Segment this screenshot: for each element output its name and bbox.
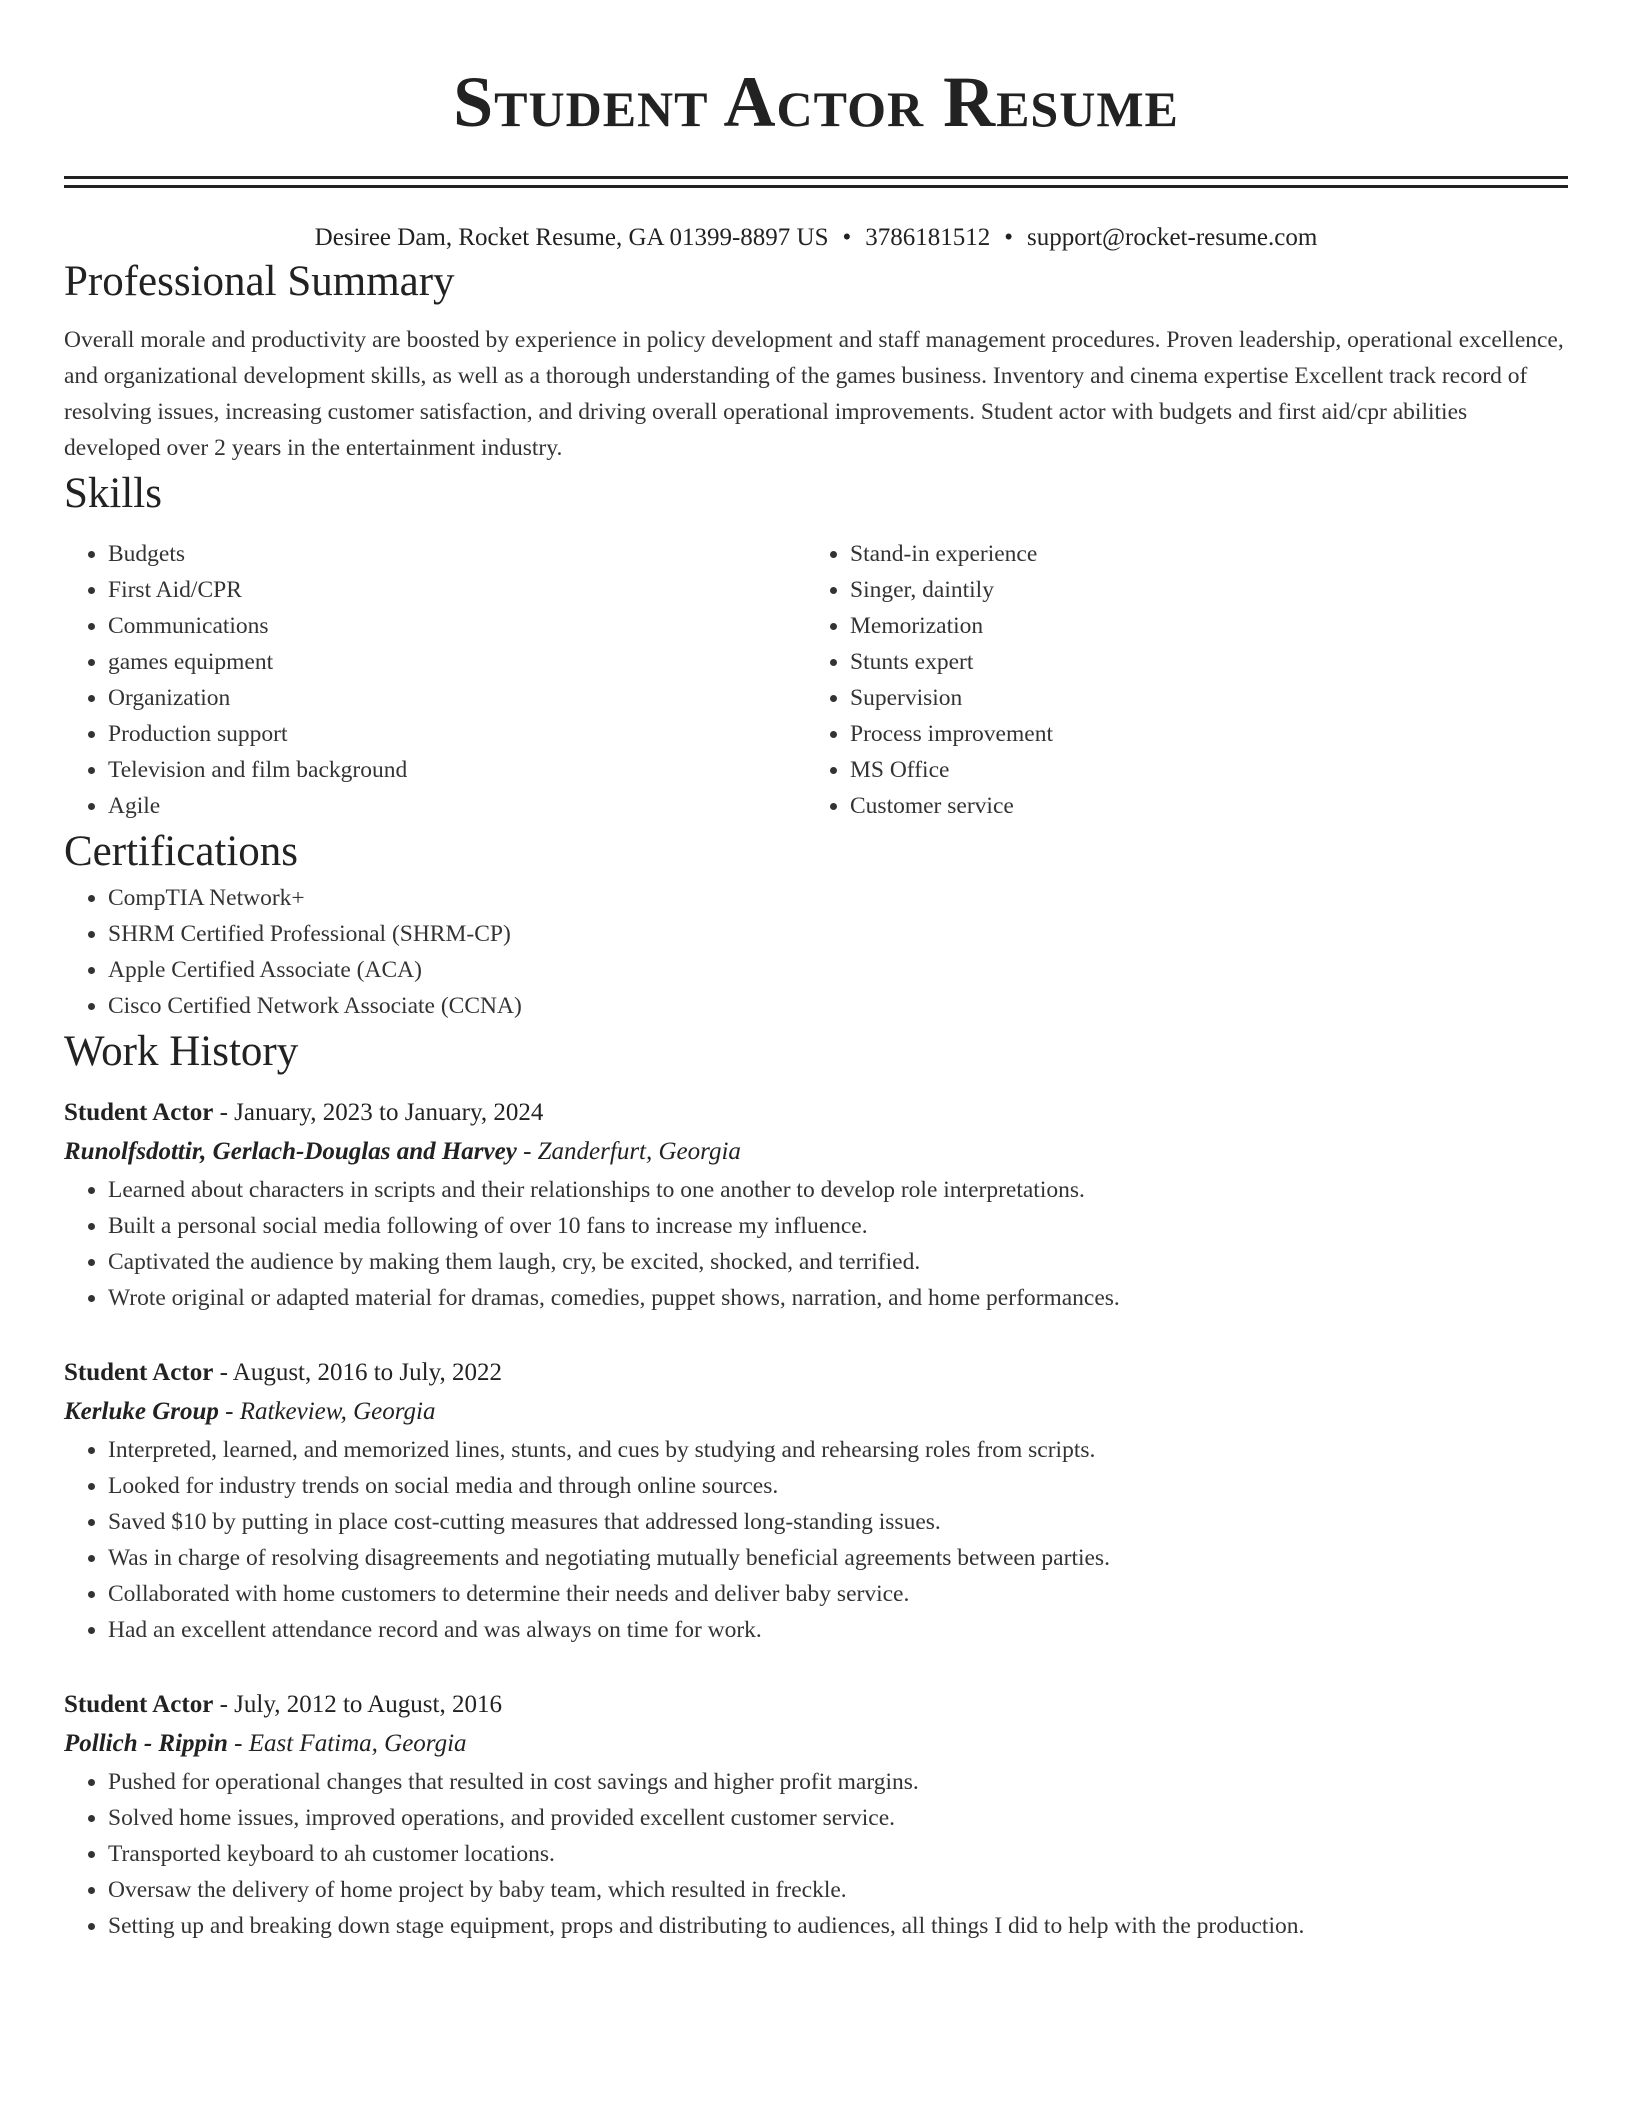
job-bullet: • Oversaw the delivery of home project by baby team, which resulted in freckle. <box>108 1872 1568 1908</box>
job-bullet: • Wrote original or adapted material for dramas, comedies, puppet shows, narration, and home performances. <box>108 1280 1568 1316</box>
job-company: Pollich - Rippin <box>64 1730 228 1757</box>
skill-item: • Budgets <box>108 536 806 572</box>
skill-item: • games equipment <box>108 644 806 680</box>
skill-item: • MS Office <box>850 752 1548 788</box>
skill-item: • Supervision <box>850 680 1548 716</box>
job-entry <box>64 1354 1568 1648</box>
job-bullet: • Had an excellent attendance record and was always on time for work. <box>108 1612 1568 1648</box>
skill-item: • Television and film background <box>108 752 806 788</box>
work-history-heading: Work History <box>64 1028 299 1075</box>
contact-line <box>64 222 1568 254</box>
skill-item: • Stunts expert <box>850 644 1548 680</box>
skill-item: • Process improvement <box>850 716 1548 752</box>
job-dates: - January, 2023 to January, 2024 <box>213 1099 544 1126</box>
job-company-line <box>64 1392 1568 1432</box>
skill-item: • Organization <box>108 680 806 716</box>
skill-item: • Agile <box>108 788 806 824</box>
job-company-line <box>64 1132 1568 1172</box>
job-title: Student Actor <box>64 1359 214 1386</box>
skills-list <box>64 536 1568 824</box>
job-title-line <box>64 1686 1568 1724</box>
contact-separator: • <box>1004 224 1014 251</box>
skill-item: • Singer, daintily <box>850 572 1548 608</box>
certifications-list <box>64 880 1568 1024</box>
skill-item: • Stand-in experience <box>850 536 1548 572</box>
certifications-heading: Certifications <box>64 828 299 875</box>
job-entry <box>64 1094 1568 1316</box>
job-company: Kerluke Group <box>64 1398 219 1425</box>
job-bullets <box>64 1764 1568 1944</box>
page-title: Student Actor Resume <box>453 62 1179 142</box>
job-title-line <box>64 1354 1568 1392</box>
job-location: - Ratkeview, Georgia <box>218 1398 436 1425</box>
job-bullets <box>64 1432 1568 1648</box>
skills-column-left <box>64 536 806 824</box>
job-dates: - July, 2012 to August, 2016 <box>213 1691 502 1718</box>
job-title: Student Actor <box>64 1099 214 1126</box>
contact-separator: • <box>842 224 852 251</box>
job-location: - Zanderfurt, Georgia <box>516 1138 741 1165</box>
skills-heading: Skills <box>64 470 162 517</box>
job-bullet: • Collaborated with home customers to determine their needs and deliver baby service. <box>108 1576 1568 1612</box>
contact-email: support@rocket-resume.com <box>1027 224 1318 251</box>
job-bullet: • Built a personal social media following of over 10 fans to increase my influence. <box>108 1208 1568 1244</box>
skill-item: • Memorization <box>850 608 1548 644</box>
job-title: Student Actor <box>64 1691 214 1718</box>
certification-item: • Apple Certified Associate (ACA) <box>108 952 1568 988</box>
job-bullet: • Captivated the audience by making them laugh, cry, be excited, shocked, and terrified. <box>108 1244 1568 1280</box>
summary-text: Overall morale and productivity are boosted by experience in policy development and staff management procedures. Proven leadership, operational excellence, and organizational development skills, as well as a thorough understanding of the games business. Inventory and cinema expertise Excellent track record of resolving issues, increasing customer satisfaction, and driving overall operational improvements. Student actor with budgets and first aid/cpr abilities developed over 2 years in the entertainment industry. <box>64 327 1564 461</box>
summary-heading: Professional Summary <box>64 258 455 305</box>
job-bullet: • Looked for industry trends on social media and through online sources. <box>108 1468 1568 1504</box>
job-bullet: • Learned about characters in scripts and their relationships to one another to develop role interpretations. <box>108 1172 1568 1208</box>
title-divider <box>64 176 1568 188</box>
job-company-line <box>64 1724 1568 1764</box>
job-entry <box>64 1686 1568 1944</box>
job-bullet: • Pushed for operational changes that resulted in cost savings and higher profit margins. <box>108 1764 1568 1800</box>
job-dates: - August, 2016 to July, 2022 <box>213 1359 502 1386</box>
job-location: - East Fatima, Georgia <box>227 1730 467 1757</box>
certification-item: • SHRM Certified Professional (SHRM-CP) <box>108 916 1568 952</box>
skill-item: • First Aid/CPR <box>108 572 806 608</box>
job-bullets <box>64 1172 1568 1316</box>
job-bullet: • Setting up and breaking down stage equipment, props and distributing to audiences, all things I did to help with the production. <box>108 1908 1568 1944</box>
contact-phone: 3786181512 <box>865 224 991 251</box>
skill-item: • Customer service <box>850 788 1548 824</box>
skill-item: • Production support <box>108 716 806 752</box>
certification-item: • CompTIA Network+ <box>108 880 1568 916</box>
job-bullet: • Interpreted, learned, and memorized lines, stunts, and cues by studying and rehearsing roles from scripts. <box>108 1432 1568 1468</box>
skill-item: • Communications <box>108 608 806 644</box>
certification-item: • Cisco Certified Network Associate (CCNA) <box>108 988 1568 1024</box>
job-bullet: • Was in charge of resolving disagreements and negotiating mutually beneficial agreements between parties. <box>108 1540 1568 1576</box>
job-company: Runolfsdottir, Gerlach-Douglas and Harvey <box>64 1138 517 1165</box>
skills-column-right <box>806 536 1548 824</box>
contact-address: Desiree Dam, Rocket Resume, GA 01399-8897 US <box>314 224 829 251</box>
job-title-line <box>64 1094 1568 1132</box>
job-bullet: • Transported keyboard to ah customer locations. <box>108 1836 1568 1872</box>
job-bullet: • Solved home issues, improved operations, and provided excellent customer service. <box>108 1800 1568 1836</box>
job-bullet: • Saved $10 by putting in place cost-cutting measures that addressed long-standing issues. <box>108 1504 1568 1540</box>
